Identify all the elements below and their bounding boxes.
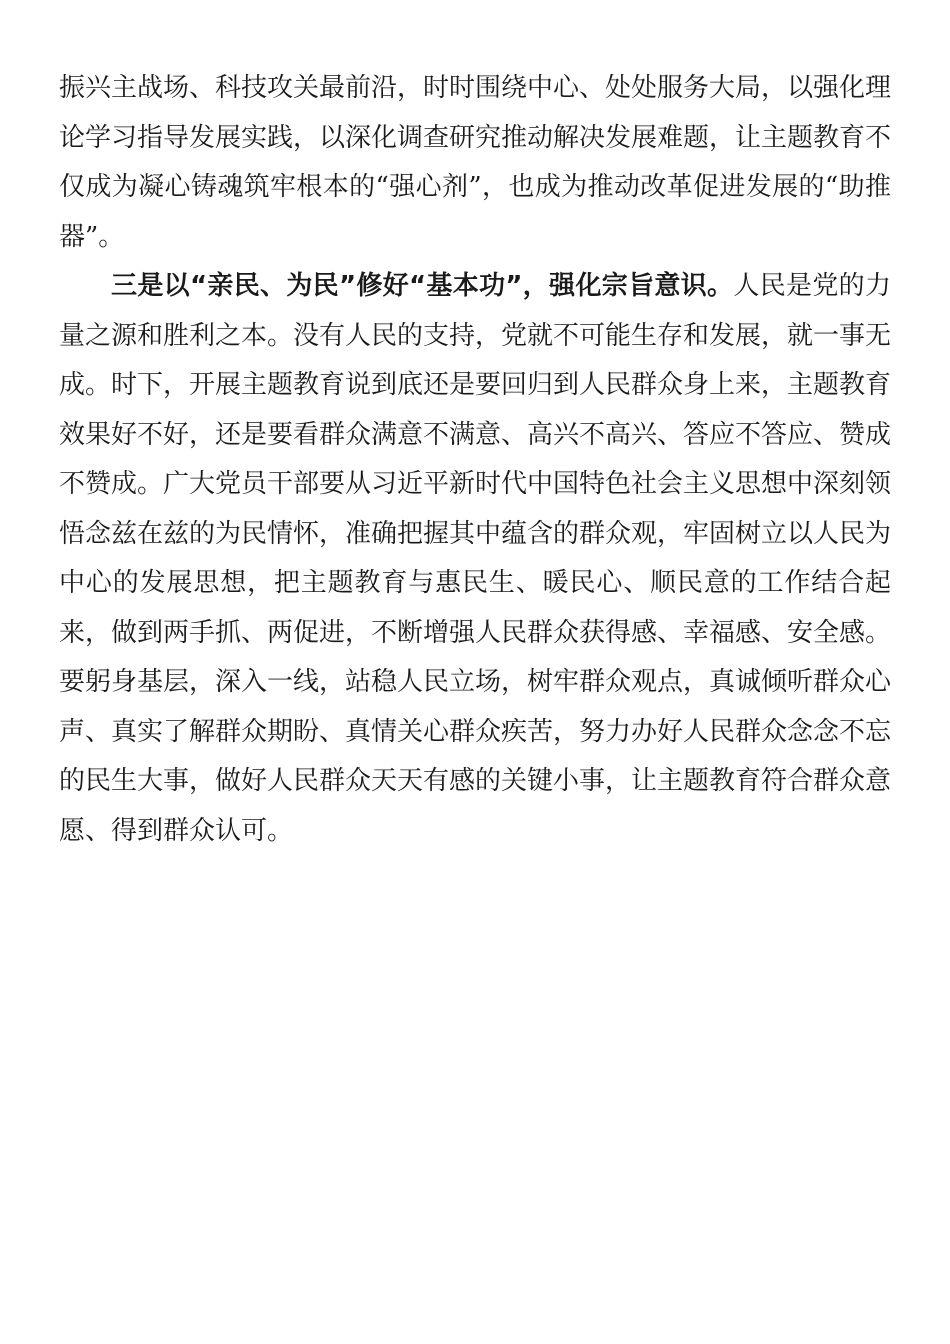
paragraph-body-text: 人民是党的力量之源和胜利之本。没有人民的支持，党就不可能生存和发展，就一事无成。时下，开展主题教育说到底还是要回归到人民群众身上来，主题教育效果好不好，还是要看群众满意不满意、高兴不高兴、答应不答应、赞成不赞成。广大党员干部要从习近平新时代中国特色社会主义思想中深刻领悟念兹在兹的为民情怀，准确把握其中蕴含的群众观，牢固树立以人民为中心的发展思想，把主题教育与惠民生、暖民心、顺民意的工作结合起来，做到两手抓、两促进，不断增强人民群众获得感、幸福感、安全感。要躬身基层，深入一线，站稳人民立场，树牢群众观点，真诚倾听群众心声、真实了解群众期盼、真情关心群众疾苦，努力办好人民群众念念不忘的民生大事，做好人民群众天天有感的关键小事，让主题教育符合群众意愿、得到群众认可。 [59,271,892,846]
paragraph-continuation: 振兴主战场、科技攻关最前沿，时时围绕中心、处处服务大局，以强化理论学习指导发展实践，以深化调查研究推动解决发展难题，让主题教育不仅成为凝心铸魂筑牢根本的“强心剂”，也成为推动改革促进发展的“助推器”。 [59,73,892,252]
paragraph-bold-lead: 三是以“亲民、为民”修好“基本功”，强化宗旨意识。 [111,271,734,301]
document-body [59,64,891,856]
paragraph-third-point [59,262,891,856]
